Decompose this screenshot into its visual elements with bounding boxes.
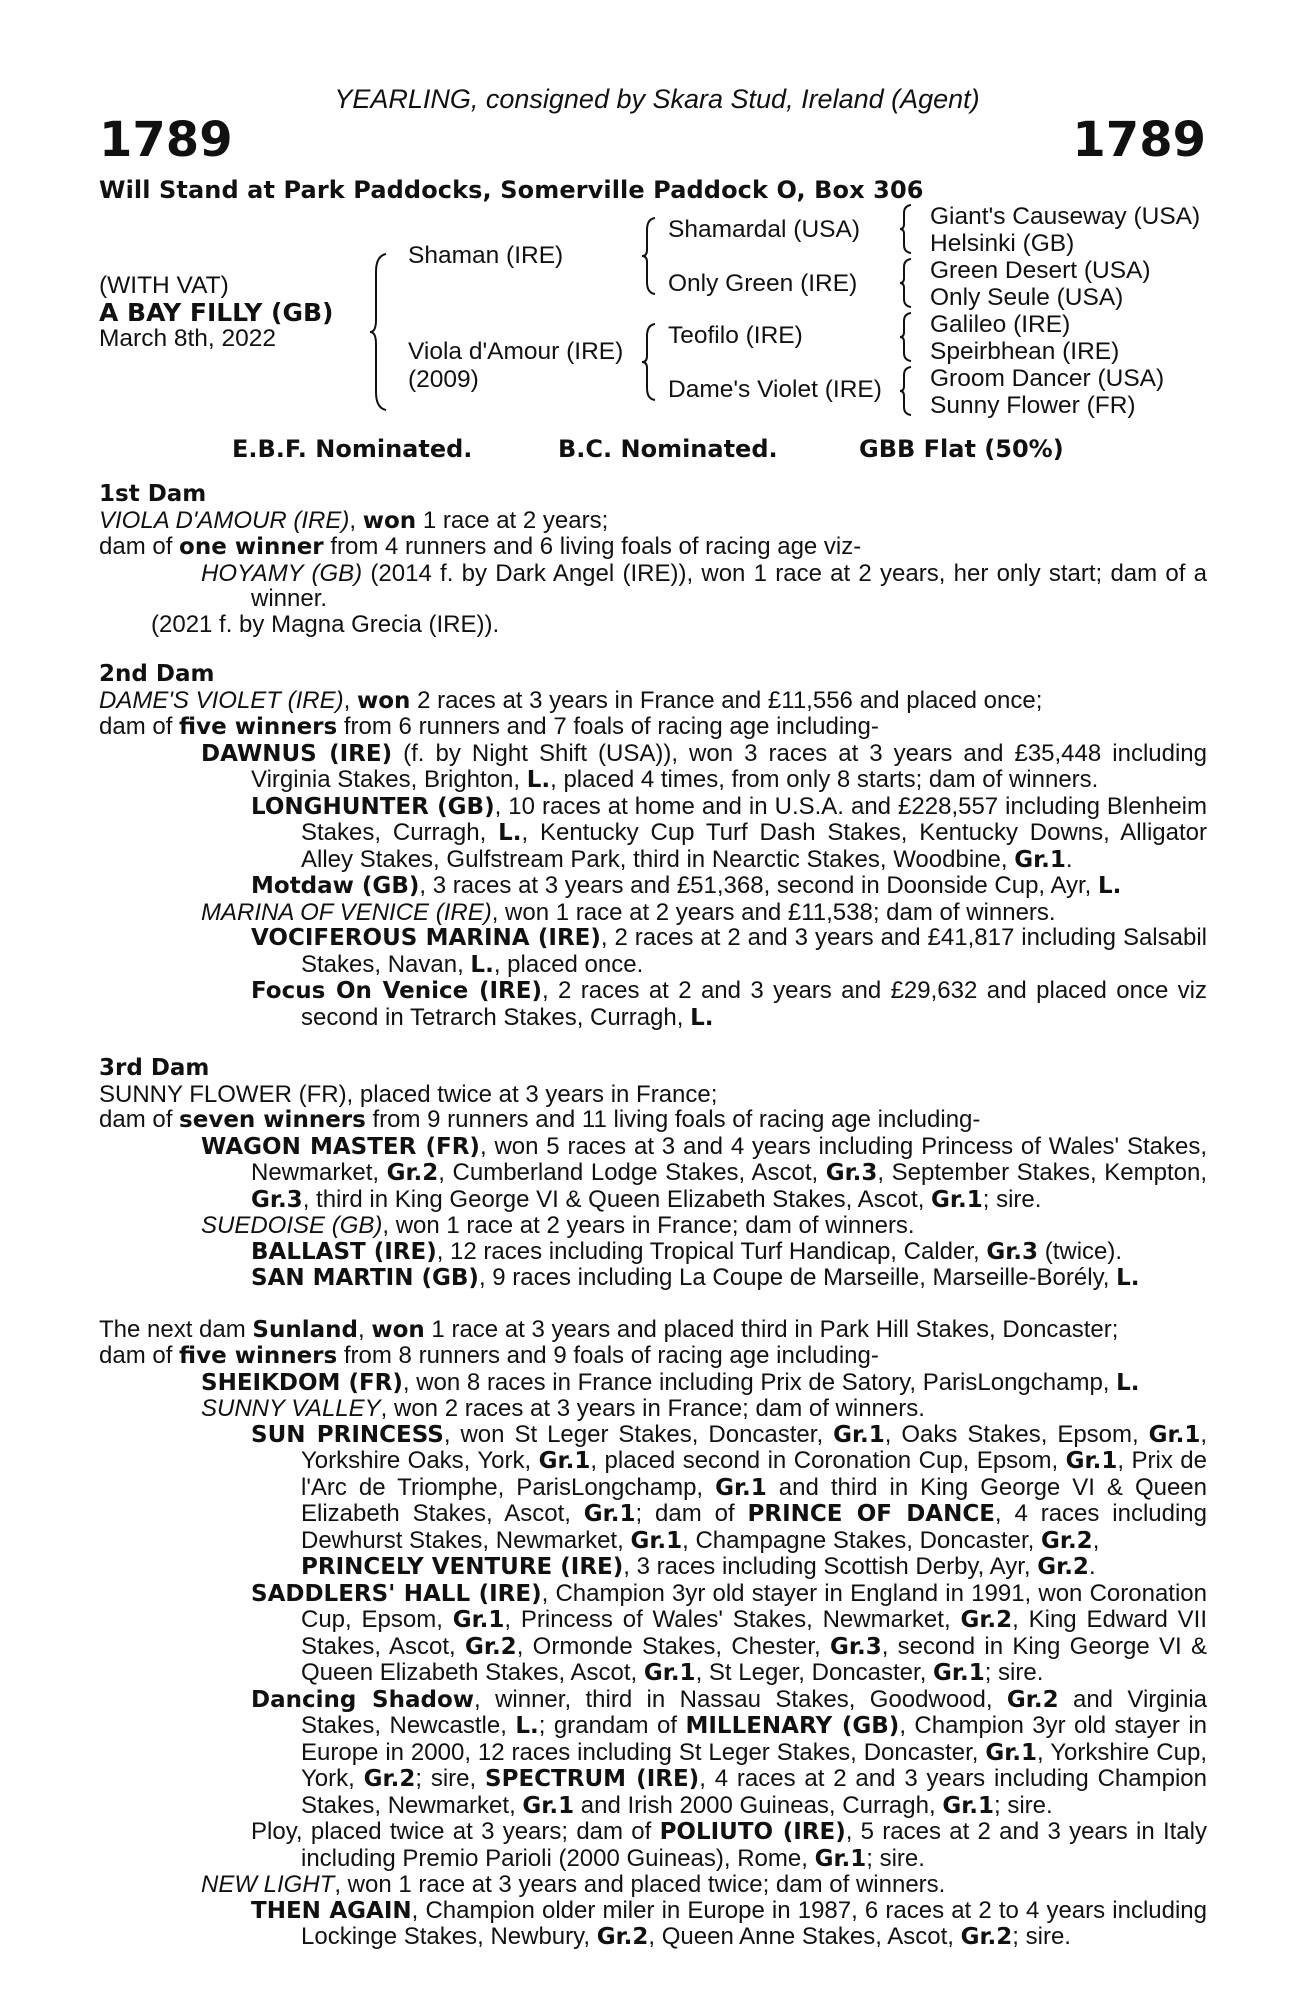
pedigree-brace-ss — [898, 203, 914, 255]
second-dam-produce: dam of five winners from 6 runners and 7 foals of racing age including- — [99, 713, 879, 740]
next-dam-produce: dam of five winners from 8 runners and 9 foals of racing age including- — [99, 1342, 879, 1369]
stand-location: Will Stand at Park Paddocks, Somerville Paddock O, Box 306 — [99, 176, 924, 204]
third-dam-line: SUNNY FLOWER (FR), placed twice at 3 years in France; — [99, 1080, 718, 1108]
pedigree-brace-sd — [898, 257, 914, 309]
dam-sire: Teofilo (IRE) — [668, 322, 803, 349]
pedigree-brace-dam — [640, 322, 658, 402]
pedigree-brace-sire — [640, 216, 658, 296]
lot-number-right: 1789 — [1072, 112, 1206, 168]
entry-sheikdom: SHEIKDOM (FR), won 8 races in France including Prix de Satory, ParisLongchamp, L. — [201, 1368, 1140, 1396]
sds: Green Desert (USA) — [930, 257, 1151, 284]
second-dam-line: DAME'S VIOLET (IRE), won 2 races at 3 years in France and £11,556 and placed once; — [99, 686, 1043, 714]
entry-motdaw: Motdaw (GB), 3 races at 3 years and £51,368, second in Doonside Cup, Ayr, L. — [251, 872, 1122, 899]
sire-name: Shaman (IRE) — [408, 242, 564, 269]
entry-suedoise: SUEDOISE (GB), won 1 race at 2 years in France; dam of winners. — [201, 1212, 915, 1239]
bc-nominated: B.C. Nominated. — [558, 435, 778, 463]
sire-dam: Only Green (IRE) — [668, 270, 858, 297]
entry-ploy: Ploy, placed twice at 3 years; dam of POLIUTO (IRE), 5 races at 2 and 3 years in Italy including Premio Parioli (2000 Guineas), Rome, Gr.1; sire. — [251, 1818, 1207, 1872]
entry-saddlers-hall: SADDLERS' HALL (IRE), Champion 3yr old stayer in England in 1991, won Coronation Cup, Epsom, Gr.1, Princess of Wales' Stakes, Newmarket, Gr.2, King Edward VII Stakes, Ascot, Gr.2, Ormonde Stakes, Chester, Gr.3, second in King George VI & Queen Elizabeth Stakes, Ascot, Gr.1, St Leger, Doncaster, Gr.1; sire. — [251, 1579, 1207, 1686]
entry-new-light: NEW LIGHT, won 1 race at 3 years and placed twice; dam of winners. — [201, 1871, 946, 1898]
entry-sun-princess: SUN PRINCESS, won St Leger Stakes, Doncaster, Gr.1, Oaks Stakes, Epsom, Gr.1, Yorkshire Oaks, York, Gr.1, placed second in Coronation Cup, Epsom, Gr.1, Prix de l'Arc de Triomphe, ParisLongchamp, Gr.1 and third in King George VI & Queen Elizabeth Stakes, Ascot, Gr.1; dam of PRINCE OF DANCE, 4 races including Dewhurst Stakes, Newmarket, Gr.1, Champagne Stakes, Doncaster, Gr.2, — [251, 1420, 1208, 1554]
dam-year: (2009) — [408, 366, 479, 393]
horse-name: A BAY FILLY (GB) — [99, 298, 334, 327]
ddd: Sunny Flower (FR) — [930, 392, 1136, 419]
entry-dancing-shadow: Dancing Shadow, winner, third in Nassau Stakes, Goodwood, Gr.2 and Virginia Stakes, Newcastle, L.; grandam of MILLENARY (GB), Champion 3yr old stayer in Europe in 2000, 12 races including St Leger Stakes, Doncaster, Gr.1, Yorkshire Cup, York, Gr.2; sire, SPECTRUM (IRE), 4 races at 2 and 3 years including Champion Stakes, Newmarket, Gr.1 and Irish 2000 Guineas, Curragh, Gr.1; sire. — [251, 1685, 1208, 1819]
dds: Groom Dancer (USA) — [930, 365, 1165, 392]
consignor-line: YEARLING, consigned by Skara Stud, Ireland (Agent) — [334, 84, 980, 114]
gbb-flat: GBB Flat (50%) — [859, 435, 1064, 463]
catalogue-body — [99, 482, 1207, 1951]
entry-dawnus: DAWNUS (IRE) (f. by Night Shift (USA)), won 3 races at 3 years and £35,448 including Virginia Stakes, Brighton, L., placed 4 times, from only 8 starts; dam of winners. — [201, 739, 1208, 793]
dam-name: Viola d'Amour (IRE) — [408, 338, 624, 365]
lot-number-left: 1789 — [99, 112, 233, 168]
sss: Giant's Causeway (USA) — [930, 203, 1201, 230]
next-dam-line: The next dam Sunland, won 1 race at 3 years and placed third in Park Hill Stakes, Doncaster; — [99, 1315, 1119, 1343]
foal-hoyamy: HOYAMY (GB) (2014 f. by Dark Angel (IRE)), won 1 race at 2 years, her only start; dam of a winner. — [201, 559, 1207, 612]
pedigree-brace-ds — [898, 311, 914, 363]
pedigree-brace-dd — [898, 365, 914, 417]
entry-vociferous: VOCIFEROUS MARINA (IRE), 2 races at 2 and 3 years and £41,817 including Salsabil Stakes, Navan, L., placed once. — [251, 924, 1207, 978]
vat-note: (WITH VAT) — [99, 272, 229, 299]
sire-sire: Shamardal (USA) — [668, 216, 860, 243]
first-dam-line: VIOLA D'AMOUR (IRE), won 1 race at 2 years; — [99, 506, 609, 534]
third-dam-produce: dam of seven winners from 9 runners and 11 living foals of racing age including- — [99, 1106, 981, 1133]
dsd: Speirbhean (IRE) — [930, 338, 1120, 365]
dss: Galileo (IRE) — [930, 311, 1071, 338]
entry-then-again: THEN AGAIN, Champion older miler in Europe in 1987, 6 races at 2 to 4 years including Lockinge Stakes, Newbury, Gr.2, Queen Anne Stakes, Ascot, Gr.2; sire. — [251, 1896, 1207, 1950]
entry-san-martin: SAN MARTIN (GB), 9 races including La Coupe de Marseille, Marseille-Borély, L. — [251, 1264, 1140, 1291]
third-dam-heading: 3rd Dam — [99, 1055, 210, 1081]
entry-marina: MARINA OF VENICE (IRE), won 1 race at 2 years and £11,538; dam of winners. — [201, 898, 1056, 926]
horse-dob: March 8th, 2022 — [99, 325, 277, 352]
entry-sunny-valley: SUNNY VALLEY, won 2 races at 3 years in France; dam of winners. — [201, 1395, 925, 1422]
second-dam-heading: 2nd Dam — [99, 661, 215, 687]
dam-dam: Dame's Violet (IRE) — [668, 376, 882, 403]
entry-wagon-master: WAGON MASTER (FR), won 5 races at 3 and 4 years including Princess of Wales' Stakes, Newmarket, Gr.2, Cumberland Lodge Stakes, Ascot, Gr.3, September Stakes, Kempton, Gr.3, third in King George VI & Queen Elizabeth Stakes, Ascot, Gr.1; sire. — [201, 1132, 1208, 1213]
entry-longhunter: LONGHUNTER (GB), 10 races at home and in U.S.A. and £228,557 including Blenheim Stakes, Curragh, L., Kentucky Cup Turf Dash Stakes, Kentucky Downs, Alligator Alley Stakes, Gulfstream Park, third in Nearctic Stakes, Woodbine, Gr.1. — [251, 792, 1208, 873]
pedigree-brace-main — [368, 252, 390, 412]
entry-ballast: BALLAST (IRE), 12 races including Tropical Turf Handicap, Calder, Gr.3 (twice). — [251, 1237, 1123, 1265]
ebf-nominated: E.B.F. Nominated. — [232, 435, 473, 463]
first-dam-heading: 1st Dam — [99, 481, 207, 507]
foal-2021: (2021 f. by Magna Grecia (IRE)). — [151, 610, 500, 638]
first-dam-produce: dam of one winner from 4 runners and 6 living foals of racing age viz- — [99, 533, 862, 560]
ssd: Helsinki (GB) — [930, 230, 1075, 257]
entry-focus: Focus On Venice (IRE), 2 races at 2 and 3 years and £29,632 and placed once viz second in Tetrarch Stakes, Curragh, L. — [251, 977, 1207, 1031]
sdd: Only Seule (USA) — [930, 284, 1124, 311]
entry-princely-venture: PRINCELY VENTURE (IRE), 3 races including Scottish Derby, Ayr, Gr.2. — [301, 1553, 1096, 1580]
